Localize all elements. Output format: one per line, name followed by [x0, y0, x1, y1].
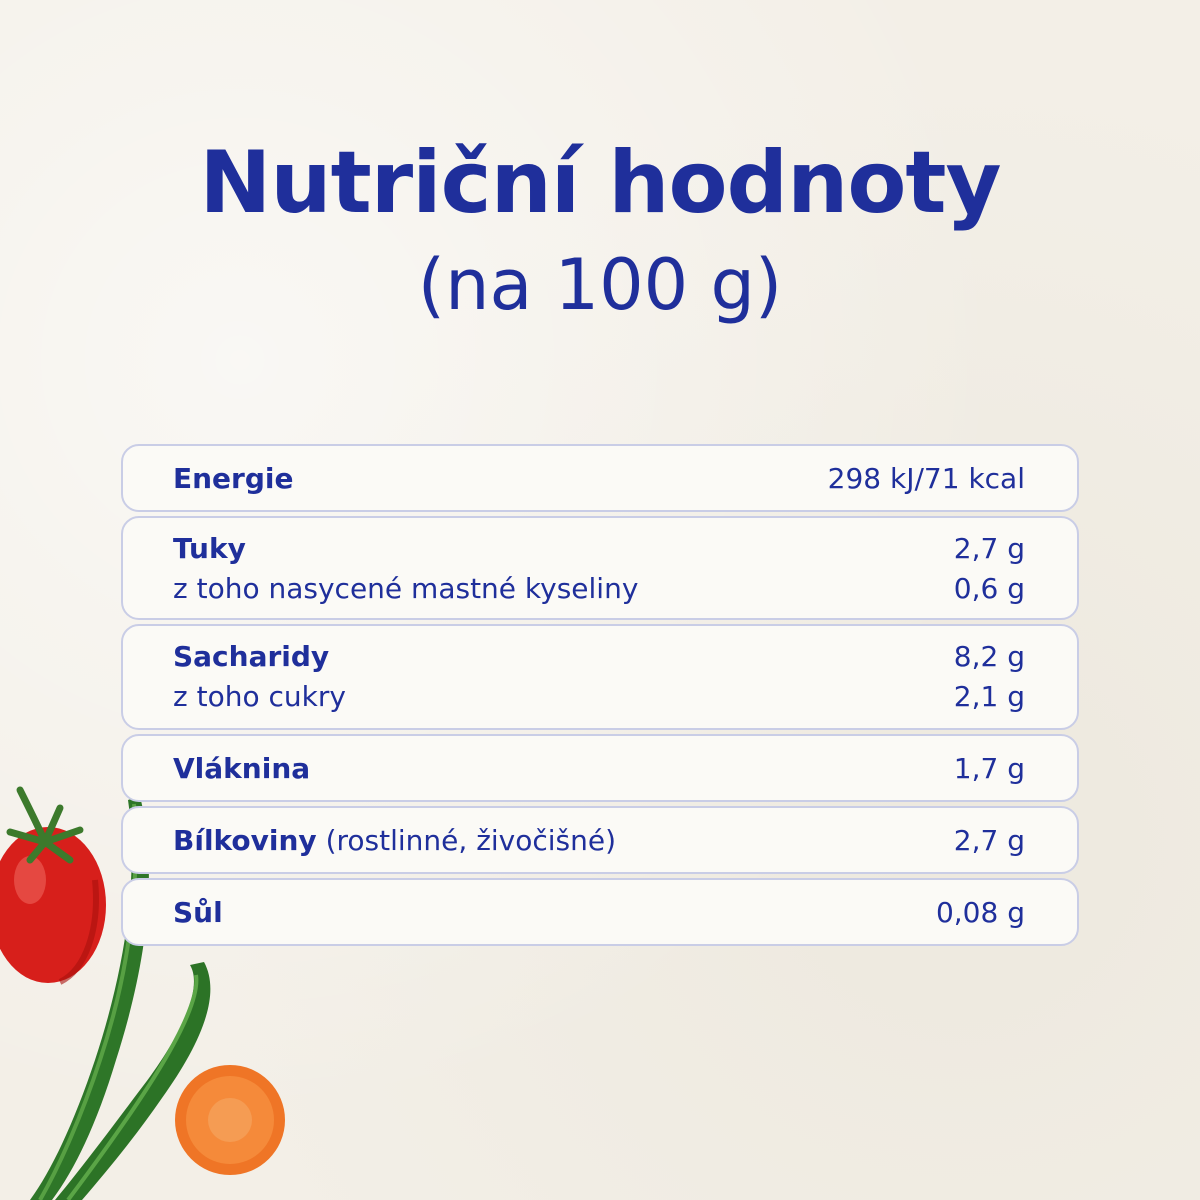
nutrition-row-salt: [121, 878, 1079, 946]
page-subtitle: (na 100 g): [417, 244, 783, 326]
salt-value: 0,08 g: [935, 896, 1025, 929]
fiber-label: Vláknina: [173, 752, 311, 785]
saturated-fat-value: 0,6 g: [953, 572, 1025, 605]
protein-note: (rostlinné, živočišné): [325, 824, 617, 857]
nutrition-row-carbs: [121, 624, 1079, 730]
carbs-label: Sacharidy: [173, 640, 330, 673]
fat-label: Tuky: [173, 532, 246, 565]
nutrition-row-fat: [121, 516, 1079, 620]
energy-value: 298 kJ/71 kcal: [827, 462, 1025, 495]
page-title: Nutriční hodnoty: [199, 133, 1001, 233]
nutrition-row-fiber: [121, 734, 1079, 802]
sugars-value: 2,1 g: [953, 680, 1025, 713]
carbs-value: 8,2 g: [953, 640, 1025, 673]
fat-value: 2,7 g: [953, 532, 1025, 565]
nutrition-row-protein: [121, 806, 1079, 874]
fiber-value: 1,7 g: [953, 752, 1025, 785]
protein-value: 2,7 g: [953, 824, 1025, 857]
saturated-fat-label: z toho nasycené mastné kyseliny: [173, 572, 639, 605]
protein-label: Bílkoviny: [173, 824, 317, 857]
salt-label: Sůl: [173, 896, 223, 929]
nutrition-row-energy: [121, 444, 1079, 512]
sugars-label: z toho cukry: [173, 680, 346, 713]
energy-label: Energie: [173, 462, 294, 495]
